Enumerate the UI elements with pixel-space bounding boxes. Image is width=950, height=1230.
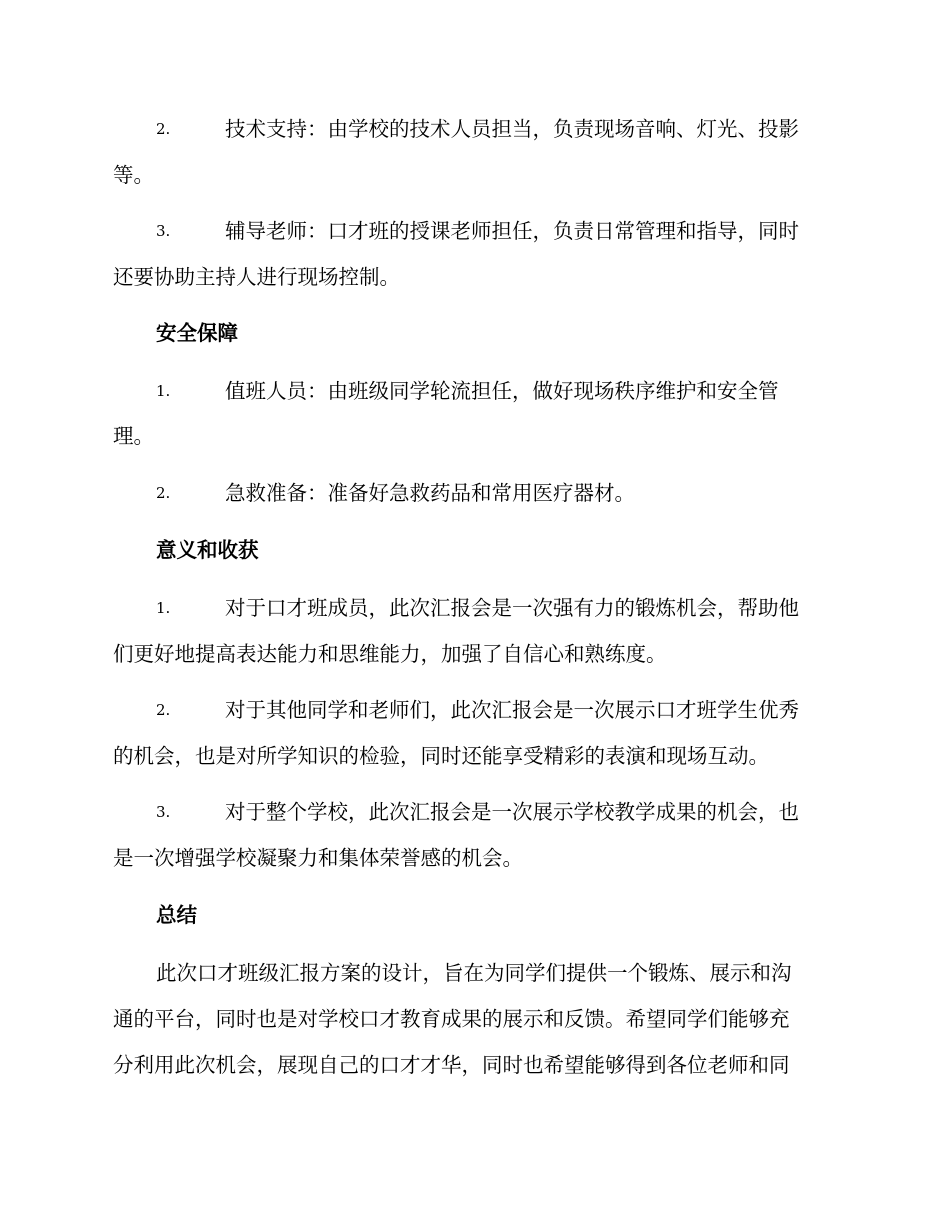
list-item-text: 对于整个学校，此次汇报会是一次展示学校教学成果的机会，也 xyxy=(225,800,799,824)
list-item-number: 2. xyxy=(156,484,171,502)
list-item-number: 3. xyxy=(156,222,171,240)
list-item-number: 3. xyxy=(156,803,171,821)
list-item xyxy=(0,795,838,829)
list-item-continuation: 理。 xyxy=(113,424,154,448)
list-item-number: 2. xyxy=(156,120,171,138)
summary-paragraph-line: 此次口才班级汇报方案的设计，旨在为同学们提供一个锻炼、展示和沟 xyxy=(156,961,792,985)
list-item-number: 1. xyxy=(156,382,171,400)
section-heading-significance: 意义和收获 xyxy=(156,538,259,562)
section-heading-summary: 总结 xyxy=(156,903,197,927)
list-item-continuation: 的机会，也是对所学知识的检验，同时还能享受精彩的表演和现场互动。 xyxy=(113,744,769,768)
list-item-text: 技术支持：由学校的技术人员担当，负责现场音响、灯光、投影 xyxy=(225,117,799,141)
list-item-number: 2. xyxy=(156,701,171,719)
summary-paragraph-line: 通的平台，同时也是对学校口才教育成果的展示和反馈。希望同学们能够充 xyxy=(113,1007,790,1031)
list-item-number: 1. xyxy=(156,599,171,617)
list-item-text: 急救准备：准备好急救药品和常用医疗器材。 xyxy=(225,481,635,505)
list-item-continuation: 等。 xyxy=(113,163,154,187)
list-item-continuation: 是一次增强学校凝聚力和集体荣誉感的机会。 xyxy=(113,846,523,870)
list-item xyxy=(0,591,838,625)
list-item xyxy=(0,214,838,248)
list-item xyxy=(0,693,838,727)
section-heading-safety: 安全保障 xyxy=(156,321,238,345)
list-item xyxy=(0,476,838,510)
list-item-text: 对于其他同学和老师们，此次汇报会是一次展示口才班学生优秀 xyxy=(225,698,799,722)
list-item-continuation: 还要协助主持人进行现场控制。 xyxy=(113,265,400,289)
list-item xyxy=(0,112,838,146)
list-item-text: 值班人员：由班级同学轮流担任，做好现场秩序维护和安全管 xyxy=(225,379,779,403)
list-item-text: 对于口才班成员，此次汇报会是一次强有力的锻炼机会，帮助他 xyxy=(225,596,799,620)
list-item-continuation: 们更好地提高表达能力和思维能力，加强了自信心和熟练度。 xyxy=(113,642,667,666)
list-item-text: 辅导老师：口才班的授课老师担任，负责日常管理和指导，同时 xyxy=(225,219,799,243)
summary-paragraph-line: 分利用此次机会，展现自己的口才才华，同时也希望能够得到各位老师和同 xyxy=(113,1053,790,1077)
list-item xyxy=(0,374,838,408)
